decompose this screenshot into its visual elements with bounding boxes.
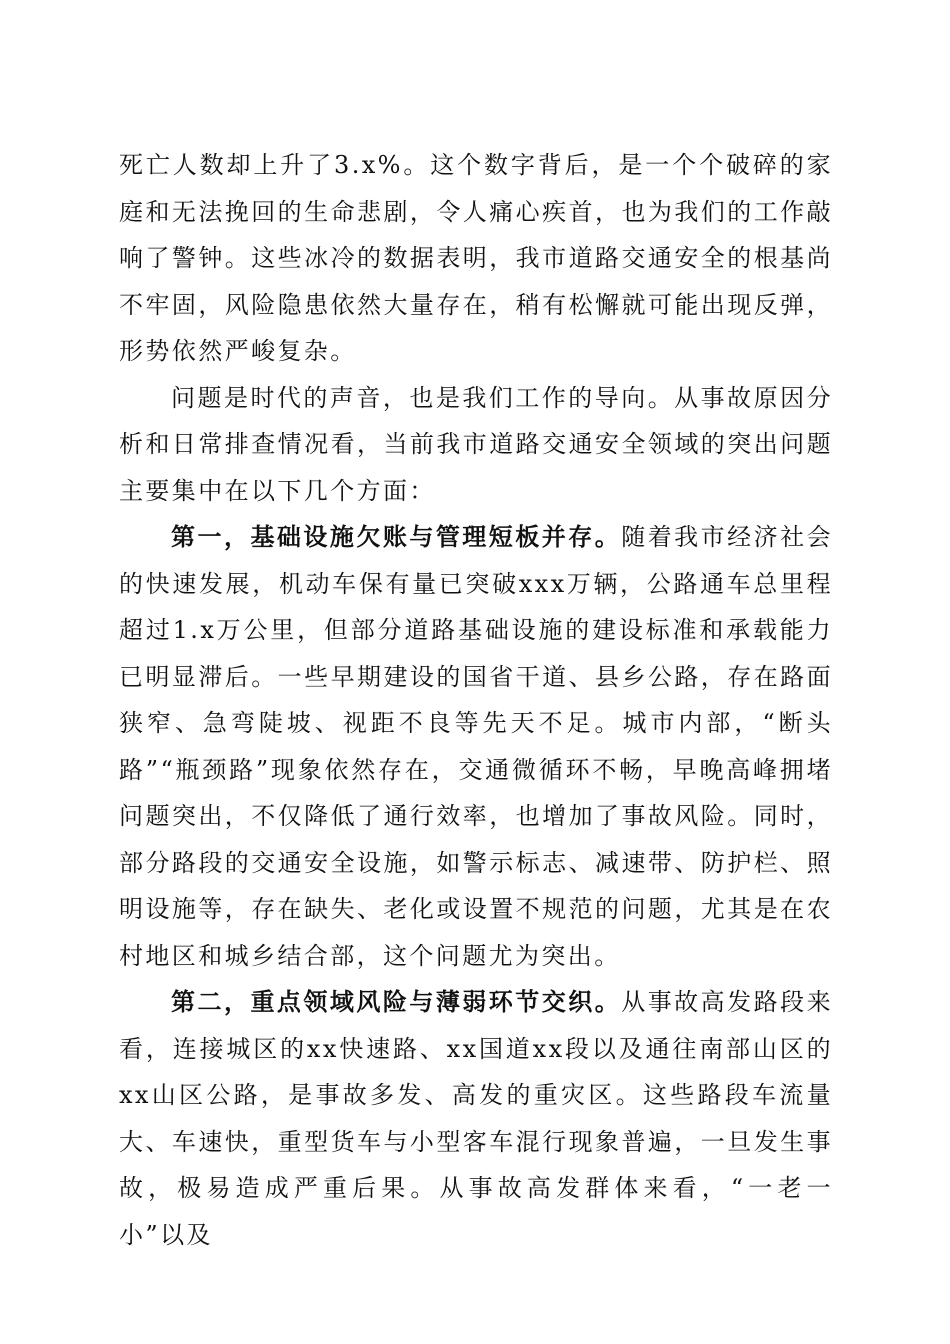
paragraph-4 [119, 979, 833, 1258]
paragraph-4-text: 从事故高发路段来看，连接城区的xx快速路、xx国道xx段以及通往南部山区的xx山区公路，是事故多发、高发的重灾区。这些路段车流量大、车速快，重型货车与小型客车混行现象普遍，一旦发生事故，极易造成严重后果。从事故高发群体来看，“一老一小”以及 [119, 988, 833, 1249]
paragraph-4-heading: 第二，重点领域风险与薄弱环节交织。 [171, 987, 622, 1016]
paragraph-1 [119, 142, 833, 375]
paragraph-1-text: 死亡人数却上升了3.x%。这个数字背后，是一个个破碎的家庭和无法挽回的生命悲剧，令人痛心疾首，也为我们的工作敲响了警钟。这些冰冷的数据表明，我市道路交通安全的根基尚不牢固，风险隐患依然大量存在，稍有松懈就可能出现反弹，形势依然严峻复杂。 [119, 151, 833, 365]
paragraph-3-heading: 第一，基础设施欠账与管理短板并存。 [171, 522, 622, 551]
paragraph-3 [119, 514, 833, 979]
paragraph-2 [119, 375, 833, 515]
document-body [119, 142, 833, 1258]
paragraph-3-text: 随着我市经济社会的快速发展，机动车保有量已突破xxx万辆，公路通车总里程超过1.x万公里，但部分道路基础设施的建设标准和承载能力已明显滞后。一些早期建设的国省干道、县乡公路，存在路面狭窄、急弯陡坡、视距不良等先天不足。城市内部，“断头路”“瓶颈路”现象依然存在，交通微循环不畅，早晚高峰拥堵问题突出，不仅降低了通行效率，也增加了事故风险。同时，部分路段的交通安全设施，如警示标志、减速带、防护栏、照明设施等，存在缺失、老化或设置不规范的问题，尤其是在农村地区和城乡结合部，这个问题尤为突出。 [119, 523, 833, 970]
paragraph-2-text: 问题是时代的声音，也是我们工作的导向。从事故原因分析和日常排查情况看，当前我市道路交通安全领域的突出问题主要集中在以下几个方面： [119, 383, 833, 505]
